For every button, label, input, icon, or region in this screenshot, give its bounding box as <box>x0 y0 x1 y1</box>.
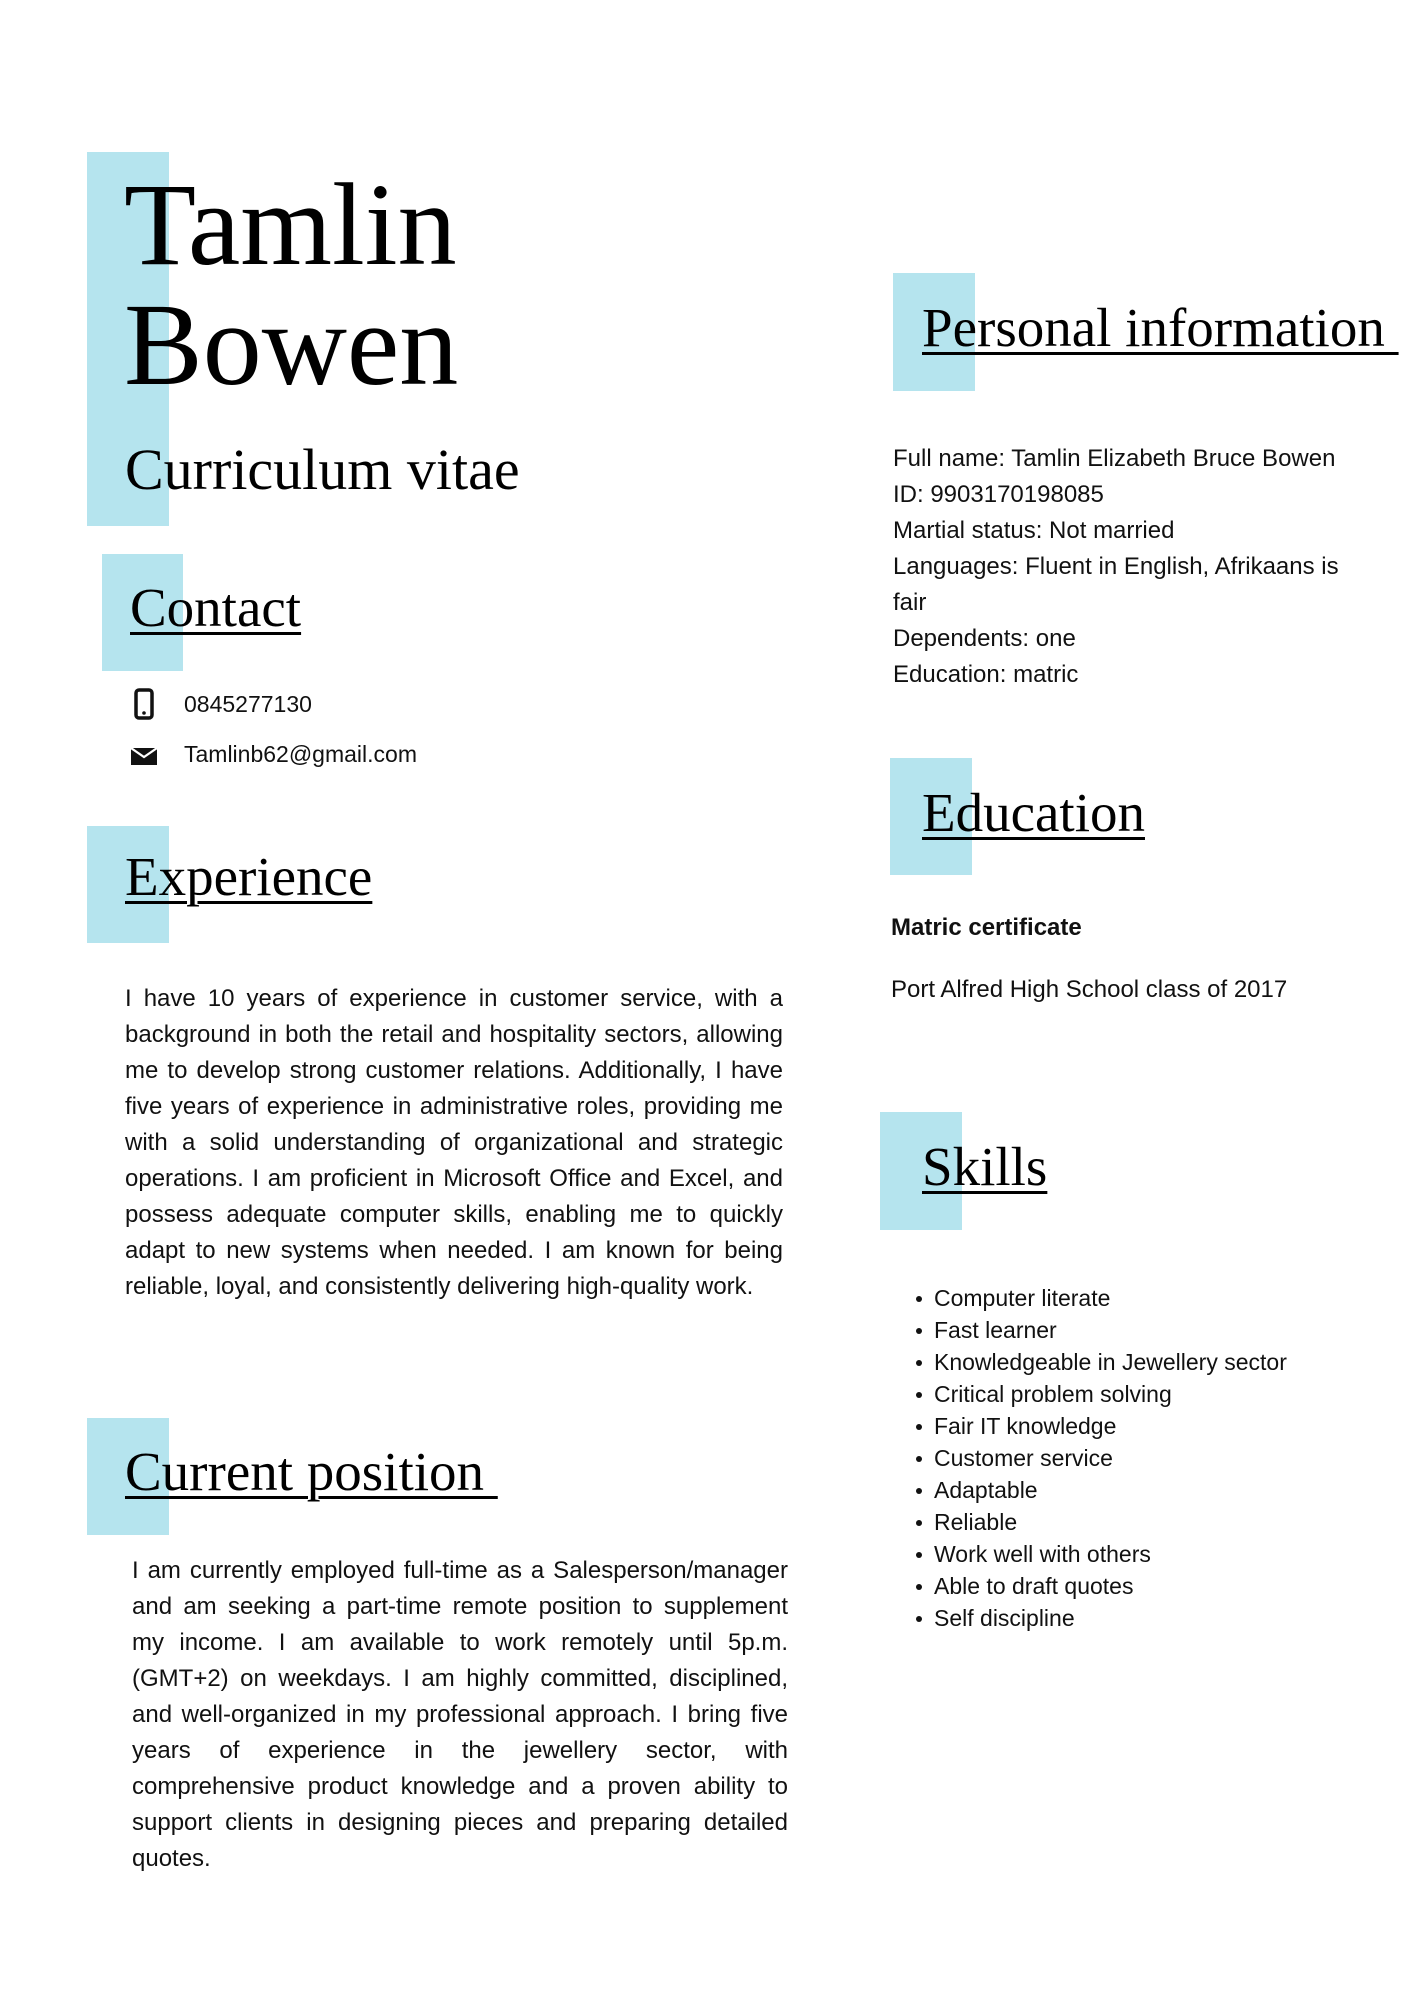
skill-item: Self discipline <box>914 1602 1354 1634</box>
skills-heading: Skills <box>922 1136 1048 1197</box>
mobile-phone-icon <box>130 688 158 720</box>
skill-item: Adaptable <box>914 1474 1354 1506</box>
contact-email[interactable]: Tamlinb62@gmail.com <box>184 741 417 767</box>
skill-item: Knowledgeable in Jewellery sector <box>914 1346 1354 1378</box>
document-subtitle: Curriculum vitae <box>125 437 520 502</box>
skill-item: Critical problem solving <box>914 1378 1354 1410</box>
skill-item: Computer literate <box>914 1282 1354 1314</box>
skills-list <box>914 1282 1354 1634</box>
personal-information-heading: Personal information <box>922 297 1399 358</box>
personal-information-list <box>893 441 1360 693</box>
skill-item: Able to draft quotes <box>914 1570 1354 1602</box>
experience-text: I have 10 years of experience in customer service, with a background in both the retail and hospitality sectors, allowing me to develop strong customer relations. Additionally, I have five years of experience in administrative roles, providing me with a solid understanding of organizational and strategic operations. I am proficient in Microsoft Office and Excel, and possess adequate computer skills, enabling me to quickly adapt to new systems when needed. I am known for being reliable, loyal, and consistently delivering high-quality work. <box>125 985 783 1300</box>
last-name: Bowen <box>124 279 459 410</box>
personal-info-education: Education: matric <box>893 661 1079 688</box>
contact-phone-row <box>130 688 312 720</box>
skill-item: Customer service <box>914 1442 1354 1474</box>
experience-heading: Experience <box>125 846 373 907</box>
current-position-heading: Current position <box>125 1441 498 1502</box>
personal-info-id: ID: 9903170198085 <box>893 481 1104 508</box>
first-name: Tamlin <box>124 159 457 290</box>
personal-info-marital-status: Martial status: Not married <box>893 517 1175 544</box>
education-heading: Education <box>922 782 1145 843</box>
contact-phone: 0845277130 <box>184 690 312 717</box>
personal-info-dependents: Dependents: one <box>893 625 1076 652</box>
skill-item: Fair IT knowledge <box>914 1410 1354 1442</box>
education-detail: Port Alfred High School class of 2017 <box>891 976 1288 1003</box>
envelope-icon <box>130 745 158 765</box>
contact-email-row <box>130 741 417 768</box>
personal-info-full-name: Full name: Tamlin Elizabeth Bruce Bowen <box>893 445 1336 472</box>
skill-item: Reliable <box>914 1506 1354 1538</box>
education-title: Matric certificate <box>891 914 1082 941</box>
contact-heading: Contact <box>130 577 302 638</box>
current-position-text: I am currently employed full-time as a Salesperson/manager and am seeking a part-time remote position to supplement my income. I am available to work remotely until 5p.m. (GMT+2) on weekdays. I am highly committed, disciplined, and well-organized in my professional approach. I bring five years of experience in the jewellery sector, with comprehensive product knowledge and a proven ability to support clients in designing pieces and preparing detailed quotes. <box>132 1557 788 1872</box>
skill-item: Fast learner <box>914 1314 1354 1346</box>
skill-item: Work well with others <box>914 1538 1354 1570</box>
personal-info-languages: Languages: Fluent in English, Afrikaans is fair <box>893 553 1339 616</box>
